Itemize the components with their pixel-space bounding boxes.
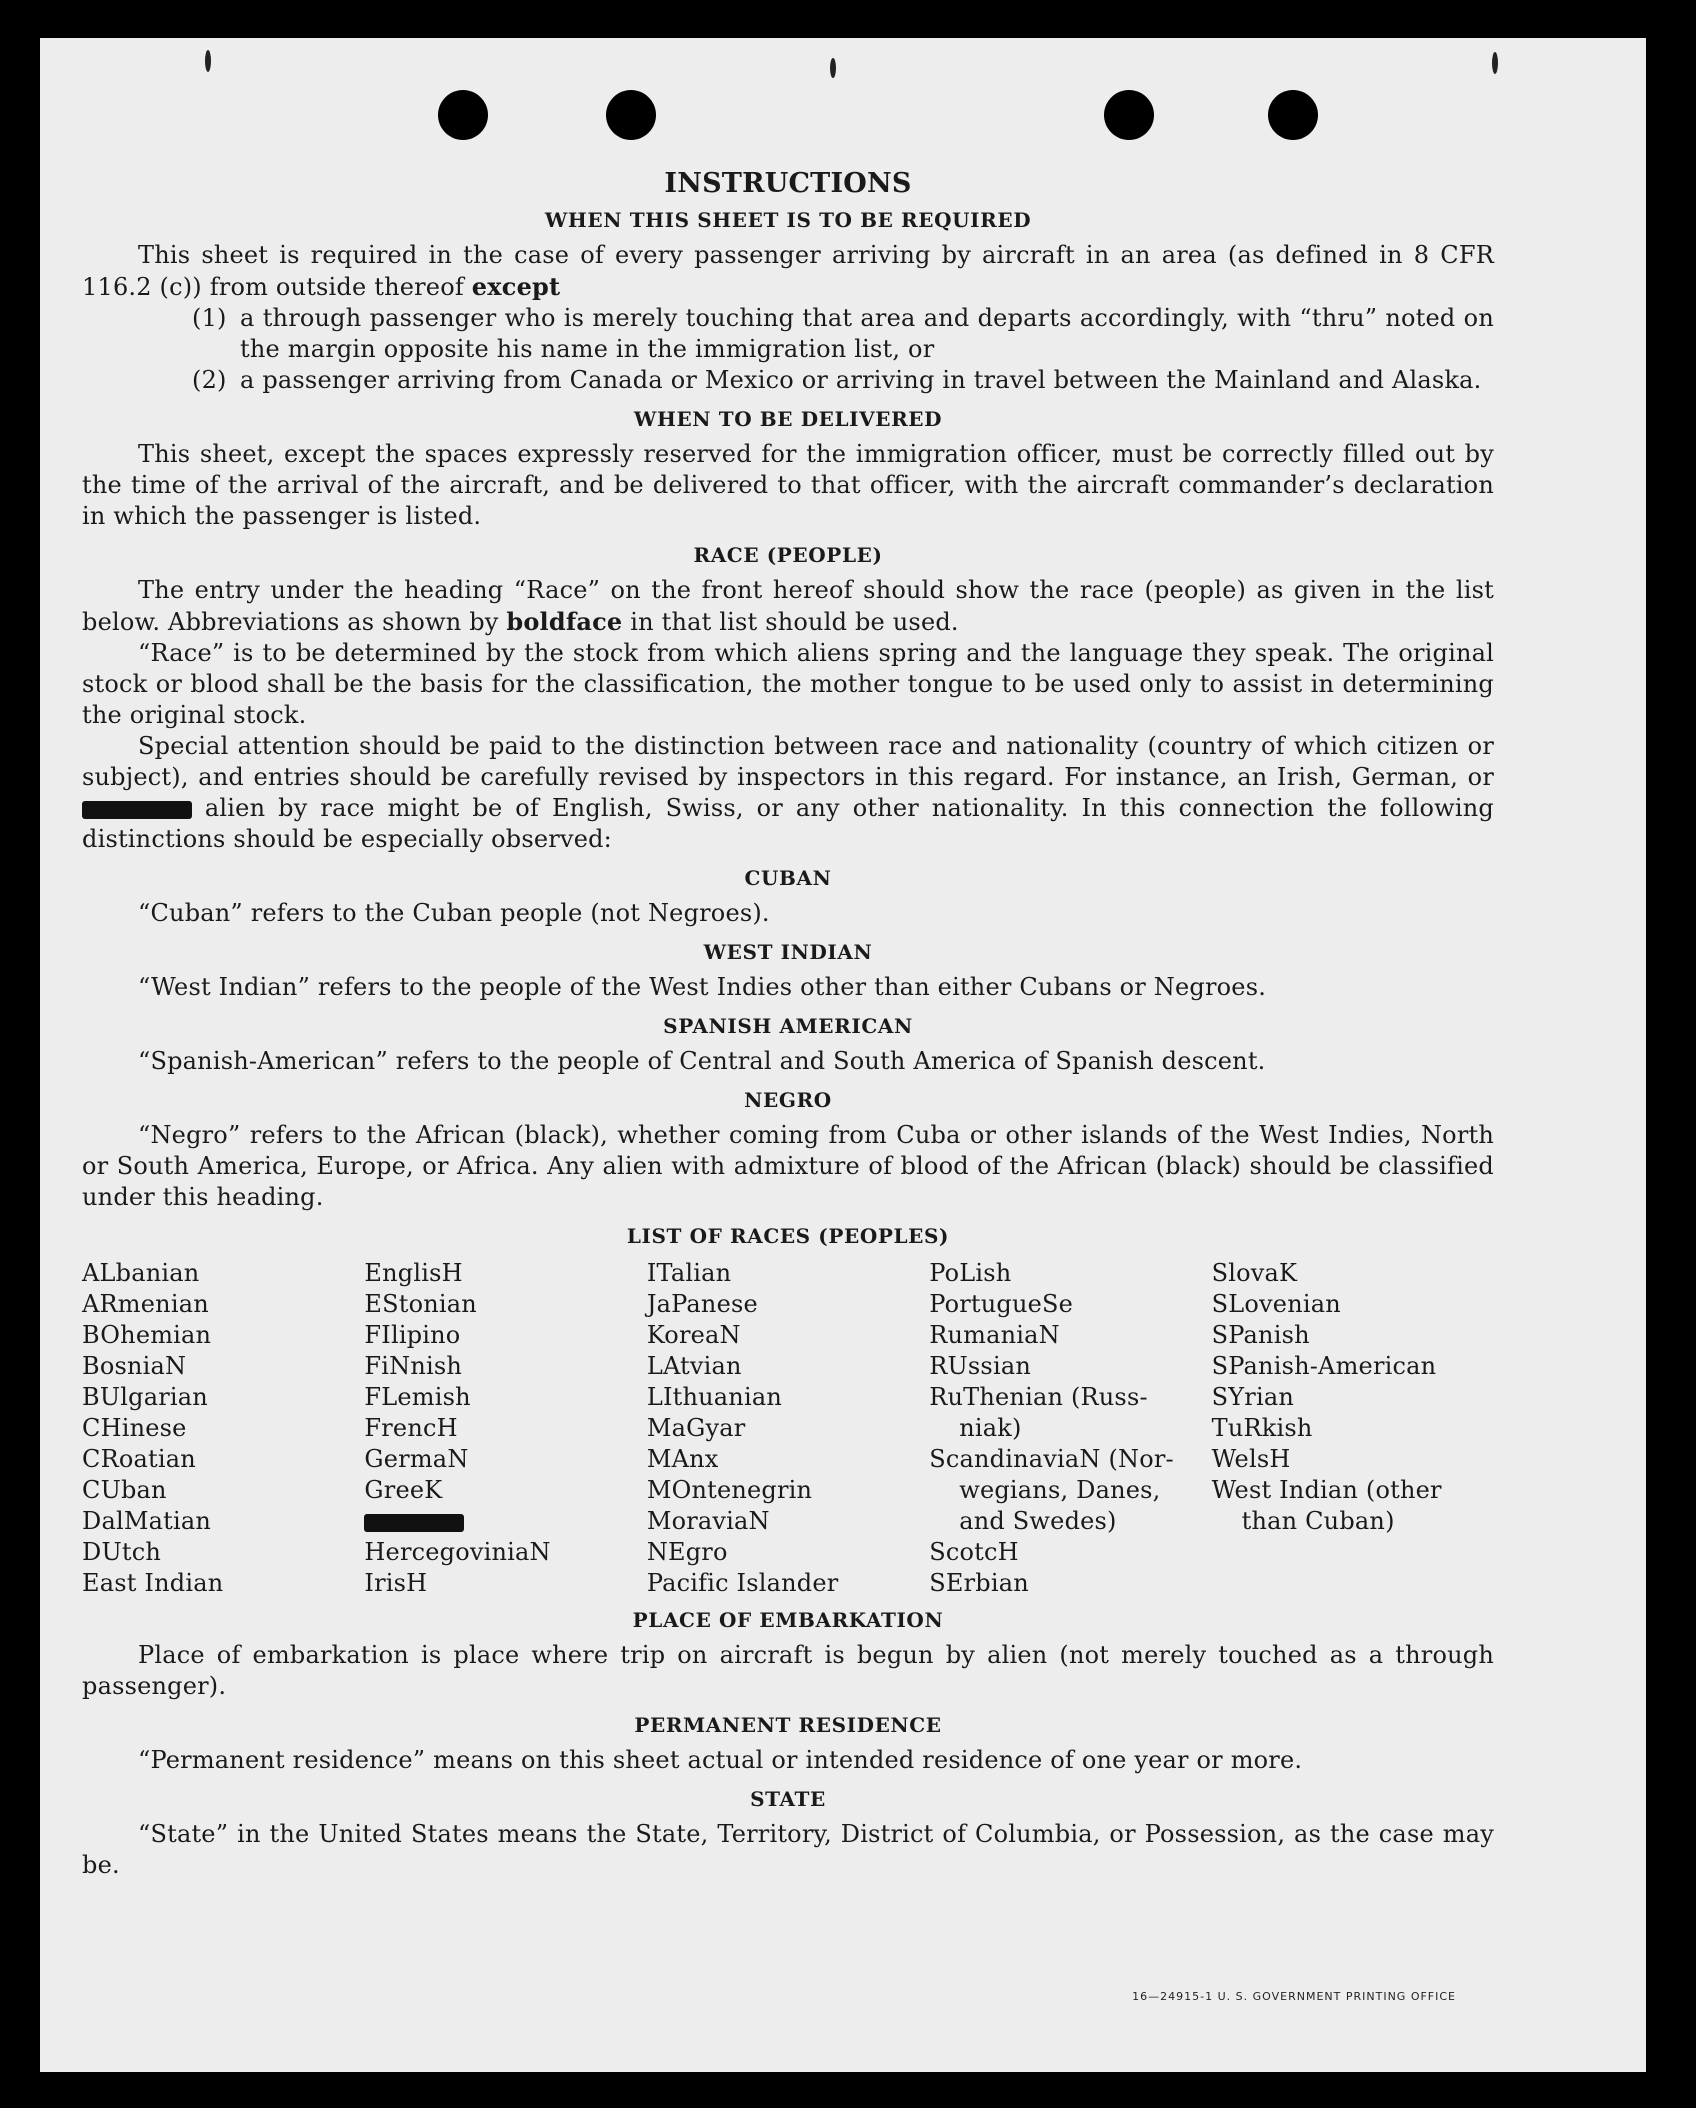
race-entry: West Indian (other: [1211, 1476, 1442, 1504]
race-entry: MOntenegrin: [646, 1476, 813, 1504]
race-list: [82, 1258, 1494, 1599]
race-text: alien by race might be of English, Swiss, or any other nationality. In this connection the following distinctions should be especially observed:: [82, 794, 1494, 853]
instructions-content: [82, 168, 1494, 1889]
section-heading: LIST OF RACES (PEOPLES): [626, 1224, 950, 1248]
race-entry: SLovenian: [1211, 1290, 1341, 1318]
cuban-text: “Cuban” refers to the Cuban people (not Negroes).: [138, 899, 770, 927]
except-bold: except: [471, 272, 561, 301]
item-number: (2): [192, 366, 227, 394]
section-heading: STATE: [750, 1787, 826, 1811]
race-entry: NEgro: [646, 1538, 728, 1566]
race-entry: RumaniaN: [929, 1321, 1060, 1349]
race-entry: East Indian: [82, 1569, 224, 1597]
negro-text: “Negro” refers to the African (black), whether coming from Cuba or other islands of the West Indies, North or South America, Europe, or Africa. Any alien with admixture of blood of the African (black) should be classified under this heading.: [82, 1121, 1494, 1211]
race-entry: GreeK: [364, 1476, 443, 1504]
embarkation-section: [82, 1640, 1494, 1702]
race-entry: RUssian: [929, 1352, 1031, 1380]
section-heading: PERMANENT RESIDENCE: [634, 1713, 942, 1737]
race-entry: MaGyar: [646, 1414, 746, 1442]
exception-item: [192, 303, 1494, 365]
race-entry: SErbian: [929, 1569, 1029, 1597]
race-entry: WelsH: [1211, 1445, 1291, 1473]
race-entry: ALbanian: [82, 1259, 200, 1287]
state-section: [82, 1819, 1494, 1881]
cuban-section: [82, 898, 1494, 929]
race-entry: BosniaN: [82, 1352, 187, 1380]
required-intro: [82, 240, 1494, 303]
race-column: [647, 1258, 929, 1599]
printing-office-code: 16—24915-1 U. S. GOVERNMENT PRINTING OFFICE: [1132, 1990, 1456, 2003]
exception-item: [192, 365, 1494, 396]
race-entry: EStonian: [364, 1290, 477, 1318]
race-entry: DUtch: [82, 1538, 162, 1566]
embarkation-text: Place of embarkation is place where trip on aircraft is begun by alien (not merely touched as a through passenger).: [82, 1641, 1494, 1700]
race-entry: BOhemian: [82, 1321, 212, 1349]
race-entry: BUlgarian: [82, 1383, 208, 1411]
spanish-american-section: [82, 1046, 1494, 1077]
race-entry: ARmenian: [82, 1290, 209, 1318]
race-entry: SPanish: [1211, 1321, 1310, 1349]
speck: [1492, 52, 1498, 74]
race-entry: GermaN: [364, 1445, 469, 1473]
speck: [205, 50, 211, 72]
race-entry: MAnx: [646, 1445, 719, 1473]
race-entry: SPanish-American: [1211, 1352, 1437, 1380]
race-entry: ScandinaviaN (Nor-: [929, 1445, 1174, 1473]
race-entry: KoreaN: [646, 1321, 741, 1349]
section-heading: WEST INDIAN: [703, 940, 873, 964]
race-entry: EnglisH: [364, 1259, 463, 1287]
section-heading: CUBAN: [744, 866, 832, 890]
race-entry: [364, 1506, 646, 1537]
speck: [830, 58, 836, 78]
race-entry: DalMatian: [82, 1507, 211, 1535]
race-paragraph: [82, 731, 1494, 855]
item-text: a through passenger who is merely touching that area and departs accordingly, with “thru” noted on the margin opposite his name in the immigration list, or: [240, 304, 1494, 363]
race-entry: [1212, 1568, 1494, 1599]
residence-text: “Permanent residence” means on this sheet actual or intended residence of one year or more.: [138, 1746, 1303, 1774]
west-indian-section: [82, 972, 1494, 1003]
race-entry: CHinese: [82, 1414, 187, 1442]
race-entry: CUban: [82, 1476, 167, 1504]
race-entry: LIthuanian: [646, 1383, 782, 1411]
race-entry: FLemish: [364, 1383, 471, 1411]
race-entry: ITalian: [646, 1259, 732, 1287]
race-entry: JaPanese: [646, 1290, 758, 1318]
race-text: Special attention should be paid to the distinction between race and nationality (country of which citizen or subject), and entries should be carefully revised by inspectors in this regard. For instance, an Irish, German, or: [82, 732, 1494, 791]
race-text: The entry under the heading “Race” on the front hereof should show the race (people) as given in the list below. Abbreviations as shown by: [82, 576, 1494, 636]
delivered-text: This sheet, except the spaces expressly reserved for the immigration officer, must be correctly filled out by the time of the arrival of the aircraft, and be delivered to that officer, with the aircraft commander’s declaration in which the passenger is listed.: [82, 440, 1494, 530]
race-paragraph: [82, 575, 1494, 638]
race-entry: FrencH: [364, 1414, 458, 1442]
state-text: “State” in the United States means the State, Territory, District of Columbia, or Possession, as the case may be.: [82, 1820, 1494, 1879]
race-entry: HercegoviniaN: [364, 1538, 551, 1566]
race-entry: RuThenian (Russ-: [929, 1383, 1148, 1411]
section-heading: SPANISH AMERICAN: [663, 1014, 913, 1038]
race-entry: Pacific Islander: [646, 1569, 839, 1597]
west-indian-text: “West Indian” refers to the people of the West Indies other than either Cubans or Negroes.: [138, 973, 1267, 1001]
spanish-american-text: “Spanish-American” refers to the people of Central and South America of Spanish descent.: [138, 1047, 1266, 1075]
section-heading: WHEN TO BE DELIVERED: [633, 407, 943, 431]
race-text: in that list should be used.: [622, 608, 959, 636]
race-column: [82, 1258, 364, 1599]
required-section: [82, 240, 1494, 396]
race-entry: wegians, Danes,: [959, 1476, 1161, 1504]
race-column: [364, 1258, 646, 1599]
race-entry: CRoatian: [82, 1445, 196, 1473]
race-entry: IrisH: [364, 1569, 428, 1597]
negro-section: [82, 1120, 1494, 1213]
race-column: [1212, 1258, 1494, 1599]
intro-text: This sheet is required in the case of every passenger arriving by aircraft in an area (as defined in 8 CFR 116.2 (c)) from outside thereof: [82, 241, 1494, 301]
race-section: [82, 575, 1494, 855]
section-heading: PLACE OF EMBARKATION: [632, 1608, 944, 1632]
race-entry: than Cuban): [1241, 1507, 1395, 1535]
race-entry: FiNnish: [364, 1352, 463, 1380]
race-entry: niak): [959, 1414, 1022, 1442]
item-number: (1): [192, 304, 227, 332]
redaction-mark: [364, 1514, 464, 1532]
race-entry: MoraviaN: [646, 1507, 770, 1535]
race-entry: [1212, 1537, 1494, 1568]
race-entry: SlovaK: [1211, 1259, 1298, 1287]
document-sheet: [40, 38, 1646, 2072]
race-entry: FIlipino: [364, 1321, 461, 1349]
item-text: a passenger arriving from Canada or Mexico or arriving in travel between the Mainland and Alaska.: [240, 366, 1482, 394]
redaction-mark: [82, 801, 192, 819]
punch-hole: [606, 90, 656, 140]
race-entry: SYrian: [1211, 1383, 1295, 1411]
punch-hole: [438, 90, 488, 140]
race-entry: TuRkish: [1211, 1414, 1313, 1442]
race-entry: PoLish: [929, 1259, 1012, 1287]
race-entry: LAtvian: [646, 1352, 742, 1380]
page-title: INSTRUCTIONS: [664, 168, 912, 199]
residence-section: [82, 1745, 1494, 1776]
race-column: [929, 1258, 1211, 1599]
section-heading: NEGRO: [744, 1088, 832, 1112]
boldface-word: boldface: [506, 607, 623, 636]
race-entry: ScotcH: [929, 1538, 1019, 1566]
punch-hole: [1268, 90, 1318, 140]
race-entry: PortugueSe: [929, 1290, 1074, 1318]
delivered-section: [82, 439, 1494, 532]
race-paragraph: “Race” is to be determined by the stock from which aliens spring and the language they speak. The original stock or blood shall be the basis for the classification, the mother tongue to be used only to assist in determining the original stock.: [82, 639, 1494, 729]
punch-hole: [1104, 90, 1154, 140]
race-entry: and Swedes): [959, 1507, 1117, 1535]
section-heading: RACE (PEOPLE): [693, 543, 883, 567]
section-heading: WHEN THIS SHEET IS TO BE REQUIRED: [544, 208, 1032, 232]
